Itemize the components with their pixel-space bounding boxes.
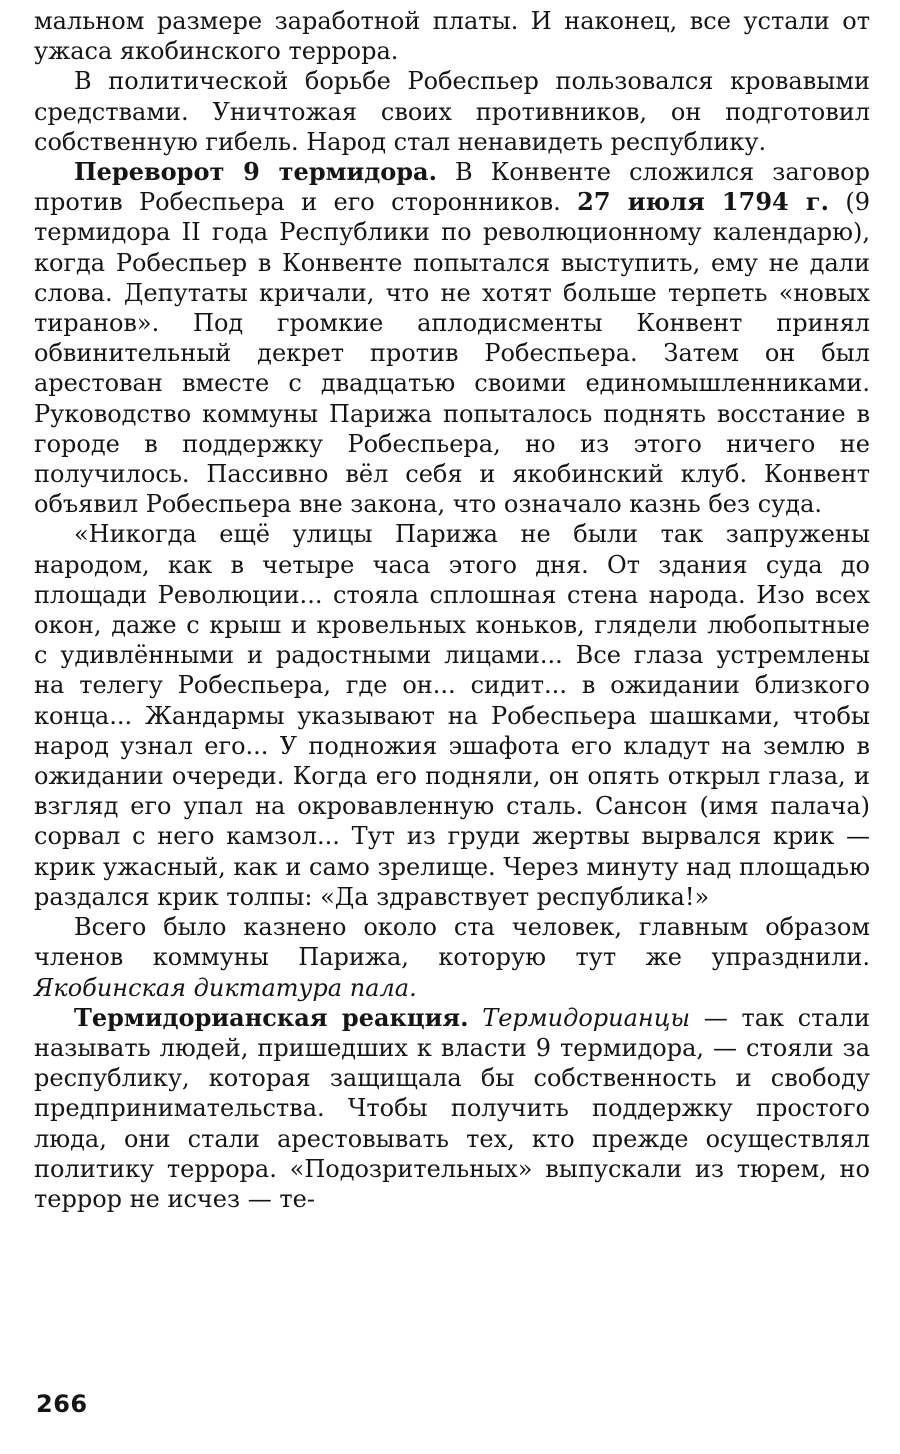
paragraph: [34, 66, 870, 157]
paragraph-continuation: [34, 6, 870, 66]
paragraph-thermidor-coup: [34, 157, 870, 519]
quote-paragraph: [34, 519, 870, 912]
section-heading: Переворот 9 термидора.: [74, 157, 437, 187]
paragraph: [34, 912, 870, 1003]
italic-conclusion: Якобинская диктатура пала.: [34, 973, 417, 1002]
italic-term: Термидорианцы: [482, 1003, 691, 1032]
paragraph-text: (9 термидора II года Республики по революционному календарю), когда Робеспьер в Конвенте попытался выступить, ему не дали слова. Депутаты кричали, что не хотят больше терпеть «новых тиранов». Под громкие аплодисменты Конвент принял обвинительный декрет против Робеспьера. Затем он был арестован вместе с двадцатью своими единомышленниками. Руководство коммуны Парижа попыталось поднять восстание в городе в поддержку Робеспьера, но из этого ничего не получилось. Пассивно вёл себя и якобинский клуб. Конвент объявил Робеспьера вне закона, что означало казнь без суда.: [34, 188, 871, 519]
body-text: [34, 6, 870, 1214]
page-number: 266: [36, 1390, 88, 1418]
paragraph-text: — так стали называть людей, пришедших к власти 9 термидора, — стояли за республику, которая защищала бы собственность и свободу предпринимательства. Чтобы получить поддержку простого люда, они стали арестовывать тех, кто прежде осуществлял политику террора. «Подозрительных» выпускали из тюрем, но террор не исчез — те-: [34, 1003, 870, 1213]
quote-text: «Никогда ещё улицы Парижа не были так запружены народом, как в четыре часа этого дня. От здания суда до площади Революции... стояла сплошная стена народа. Изо всех окон, даже с крыш и кровельных коньков, глядели любопытные с удивлёнными и радостными лицами... Все глаза устремлены на телегу Робеспьера, где он... сидит... в ожидании близкого конца... Жандармы указывают на Робеспьера шашками, чтобы народ узнал его... У подножия эшафота его кладут на землю в ожидании очереди. Когда его подняли, он опять открыл глаза, и взгляд его упал на окровавленную сталь. Сансон (имя палача) сорвал с него камзол... Тут из груди жертвы вырвался крик — крик ужасный, как и само зрелище. Через минуту над площадью раздался крик толпы: «Да здравствует республика!»: [34, 520, 870, 911]
paragraph-text: мальном размере заработной платы. И наконец, все устали от ужаса якобинского террора.: [34, 7, 870, 66]
paragraph-thermidorian-reaction: [34, 1003, 870, 1214]
section-heading: Термидорианская реакция.: [74, 1002, 469, 1032]
paragraph-text: В Конвенте сложился заговор против Робеспьера и его сторонников.: [34, 158, 870, 217]
paragraph-text: Всего было казнено около ста человек, главным образом членов коммуны Парижа, которую тут же упразднили.: [34, 913, 870, 972]
bold-date: 27 июля 1794 г.: [577, 187, 829, 217]
paragraph-text: В политической борьбе Робеспьер пользовался кровавыми средствами. Уничтожая своих противников, он подготовил собственную гибель. Народ стал ненавидеть республику.: [34, 67, 870, 156]
